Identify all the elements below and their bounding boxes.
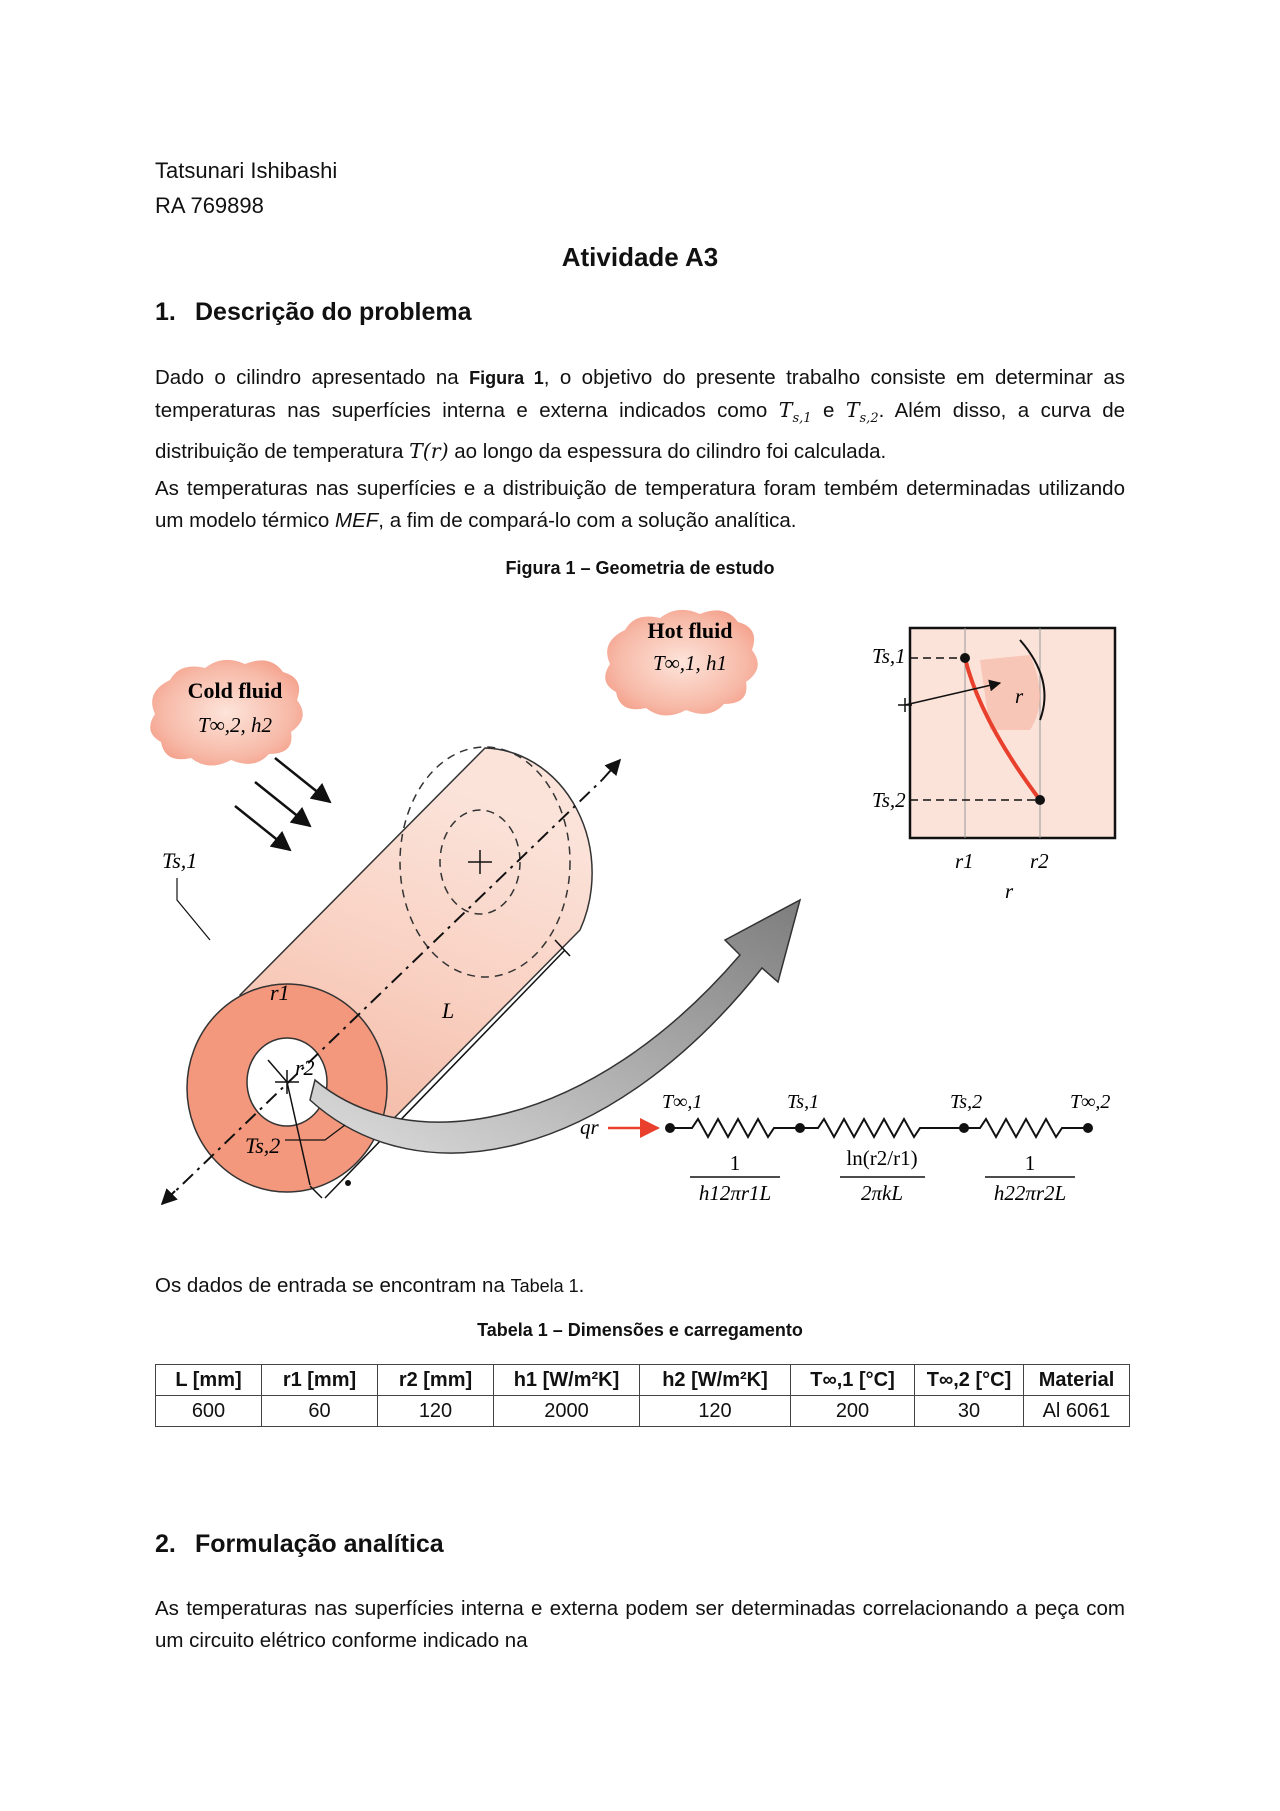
table-header-cell: r1 [mm]	[262, 1365, 378, 1396]
inset-label-r1: r1	[955, 849, 974, 873]
hot-fluid-label: Hot fluid	[647, 618, 733, 643]
section-2-number: 2.	[155, 1530, 176, 1558]
ts1-sub: s,1	[792, 411, 812, 427]
cold-flow-arrows	[235, 758, 330, 850]
section-1-heading	[155, 298, 471, 327]
author-ra: RA 769898	[155, 193, 264, 218]
label-L: L	[442, 998, 455, 1023]
res3-numerator: 1	[1024, 1151, 1036, 1175]
table-header-row	[156, 1365, 1130, 1396]
table-intro-text: Os dados de entrada se encontram na	[155, 1274, 511, 1297]
node-tinf1: T∞,1	[662, 1091, 703, 1113]
res3-denominator: h22πr2L	[993, 1181, 1067, 1205]
p2-text-b: , a fim de compará-lo com a solução analítica.	[378, 509, 797, 532]
table-cell: 120	[378, 1396, 494, 1427]
table-header-cell: h1 [W/m²K]	[494, 1365, 640, 1396]
table-intro-end: .	[578, 1274, 585, 1297]
section-2-paragraph-1: As temperaturas nas superfícies interna e externa podem ser determinadas correlacionando a peça com um circuito elétrico conforme indicado na	[155, 1597, 1125, 1652]
table-intro	[155, 1270, 1125, 1302]
res1-denominator: h12πr1L	[698, 1181, 772, 1205]
label-r1: r1	[270, 980, 290, 1005]
table-header-cell: T∞,1 [°C]	[791, 1365, 915, 1396]
ts1-symbol	[778, 398, 812, 427]
inset-label-ts2: Ts,2	[872, 788, 906, 812]
section-2-title: Formulação analítica	[195, 1530, 444, 1558]
temperature-profile-inset	[872, 628, 1115, 903]
table-1-ref: Tabela 1	[510, 1276, 579, 1296]
figure-1-ref: Figura 1	[469, 368, 544, 388]
hot-fluid-params: T∞,1, h1	[653, 651, 727, 675]
thermal-circuit	[580, 1091, 1110, 1205]
ts2-sub: s,2	[859, 411, 879, 427]
tr-symbol: T(r)	[409, 439, 449, 464]
table-cell: 30	[915, 1396, 1024, 1427]
p1-text-c: e	[811, 399, 846, 422]
table-cell: Al 6061	[1024, 1396, 1130, 1427]
table-cell: 60	[262, 1396, 378, 1427]
author-name: Tatsunari Ishibashi	[155, 158, 338, 183]
res1-numerator: 1	[729, 1151, 741, 1175]
cold-fluid-cloud	[150, 660, 303, 766]
p1-text-e: ao longo da espessura do cilindro foi calculada.	[448, 440, 887, 464]
table-header-cell: r2 [mm]	[378, 1365, 494, 1396]
node-ts2: Ts,2	[950, 1091, 983, 1113]
table-cell: 600	[156, 1396, 262, 1427]
table-cell: 200	[791, 1396, 915, 1427]
p1-text-d: . Além disso, a curva de distribuição de temperatura	[155, 399, 1125, 464]
res2-numerator: ln(r2/r1)	[846, 1146, 918, 1170]
ts1-base: T	[778, 398, 793, 422]
inset-label-r: r	[1015, 684, 1024, 708]
label-ts2-left: Ts,2	[245, 1133, 281, 1158]
table-1	[155, 1364, 1130, 1427]
table-1-caption: Tabela 1 – Dimensões e carregamento	[477, 1320, 803, 1340]
document-title: Atividade A3	[561, 242, 719, 272]
ts2-symbol	[845, 398, 879, 427]
label-ts1-left: Ts,1	[162, 848, 198, 873]
res2-denominator: 2πkL	[860, 1181, 904, 1205]
inset-axis-r: r	[1005, 879, 1014, 903]
node-ts1: Ts,1	[787, 1091, 820, 1113]
inset-label-ts1: Ts,1	[872, 644, 906, 668]
section-1-paragraph-1	[155, 362, 1125, 468]
table-header-cell: L [mm]	[156, 1365, 262, 1396]
table-header-cell: h2 [W/m²K]	[640, 1365, 791, 1396]
section-1-title: Descrição do problema	[195, 298, 472, 326]
ts2-base: T	[845, 398, 860, 422]
ts1-leader	[177, 878, 210, 940]
p2-text-a: As temperaturas nas superfícies e a distribuição de temperatura foram tembém determinadas utilizando um modelo térmico	[155, 477, 1125, 532]
p1-text-b: , o objetivo do presente trabalho consiste em determinar as temperaturas nas superfícies interna e externa indicados como	[155, 366, 1126, 422]
table-cell: 120	[640, 1396, 791, 1427]
section-2-heading	[155, 1530, 444, 1559]
section-1-number: 1.	[155, 298, 176, 326]
table-row	[156, 1396, 1130, 1427]
node-tinf2: T∞,2	[1070, 1091, 1111, 1113]
label-qr: qr	[580, 1115, 599, 1139]
cold-fluid-label: Cold fluid	[187, 678, 283, 703]
inset-label-r2: r2	[1030, 849, 1049, 873]
label-r2: r2	[295, 1055, 315, 1080]
table-cell: 2000	[494, 1396, 640, 1427]
table-header-cell: Material	[1024, 1365, 1130, 1396]
figure-1-caption: Figura 1 – Geometria de estudo	[505, 558, 775, 578]
cold-fluid-params: T∞,2, h2	[198, 713, 272, 737]
figure-1	[150, 600, 1130, 1230]
table-header-cell: T∞,2 [°C]	[915, 1365, 1024, 1396]
hot-fluid-cloud	[605, 610, 758, 716]
p1-text-a: Dado o cilindro apresentado na	[155, 366, 470, 389]
mef-term: MEF	[335, 509, 379, 532]
section-1-paragraph-2	[155, 473, 1125, 537]
